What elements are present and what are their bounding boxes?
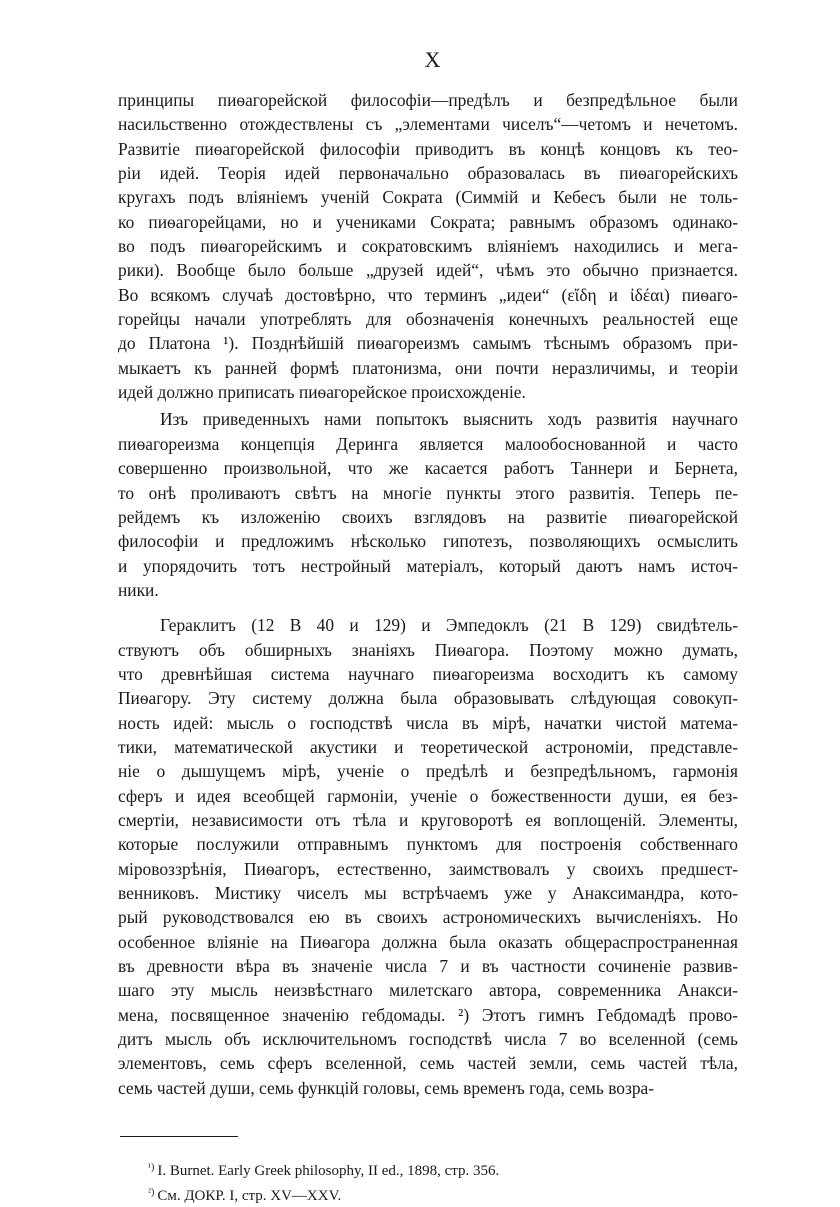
text-line: горейцы начали употреблять для обозначенія конечныхъ реальностей еще xyxy=(118,309,738,330)
text-line: принципы пиѳагорейской философіи—предѣлъ и безпредѣльное были xyxy=(118,90,738,110)
text-line: ніе о дышущемъ мірѣ, ученіе о предѣлѣ и безпредѣльномъ, гармонія xyxy=(118,761,738,782)
text-line: особенное вліяніе на Пиѳагора должна была оказать общераспространенная xyxy=(118,931,738,952)
text-line: пиѳагореизма концепція Деринга является малообоснованной и часто xyxy=(118,433,738,454)
text-line: шаго эту мысль неизвѣстнаго милетскаго автора, современника Анакси- xyxy=(118,980,738,1001)
text-line: элементовъ, семь сферъ вселенной, семь частей земли, семь частей тѣла, xyxy=(118,1053,738,1074)
text-line: и упорядочить тотъ нестройный матеріалъ, который даютъ намъ источ- xyxy=(118,555,738,576)
text-line: міровоззрѣнія, Пиѳагоръ, естественно, заимствовалъ у своихъ предшест- xyxy=(118,858,738,879)
text-line: дитъ мысль объ исключительномъ господствѣ числа 7 во вселенной (семь xyxy=(118,1029,738,1050)
text-line: до Платона ¹). Позднѣйшій пиѳагореизмъ самымъ тѣснымъ образомъ при- xyxy=(118,333,738,354)
text-line: ко пиѳагорейцами, но и учениками Сократа; равнымъ образомъ одинако- xyxy=(118,211,738,232)
text-line: рики). Вообще было больше „друзей идей“, чѣмъ это обычно признается. xyxy=(118,260,738,281)
text-line: философіи и предложимъ нѣсколько гипотезъ, позволяющихъ осмыслить xyxy=(118,531,738,552)
text-line: ники. xyxy=(118,579,159,600)
text-line: рейдемъ къ изложенію своихъ взглядовъ на развитіе пиѳагорейской xyxy=(118,506,738,527)
text-line: венниковъ. Мистику чиселъ мы встрѣчаемъ уже у Анаксимандра, кото- xyxy=(118,883,738,903)
text-line: Развитіе пиѳагорейской философіи приводитъ въ концѣ концовъ къ тео- xyxy=(118,138,738,159)
text-line: мена, посвященное значенію гебдомады. ²) Этотъ гимнъ Гебдомадѣ прово- xyxy=(118,1004,738,1025)
text-line: Гераклитъ (12 B 40 и 129) и Эмпедоклъ (21 B 129) свидѣтель- xyxy=(160,615,738,636)
footnote-2 xyxy=(148,1182,738,1207)
text-line: тики, математической акустики и теоретической астрономіи, представле- xyxy=(118,736,738,757)
text-line: Пиѳагору. Эту систему должна была образовывать слѣдующая совокуп- xyxy=(118,688,738,709)
text-line: рый руководствовался ею въ своихъ астрономическихъ вычисленіяхъ. Но xyxy=(118,907,738,928)
footnote-2-mark: ²) xyxy=(148,1187,155,1199)
text-line: которые послужили отправнымъ пунктомъ для построенія собственнаго xyxy=(118,834,738,855)
text-line: Во всякомъ случаѣ достовѣрно, что терминъ „идеи“ (εἴδη и ἰδέαι) пиѳаго- xyxy=(118,284,738,305)
text-line: смертіи, независимости отъ тѣла и круговоротѣ ея воплощеній. Элементы, xyxy=(118,809,738,830)
text-line: семь частей души, семь функцій головы, семь временъ года, семь возра- xyxy=(118,1077,655,1098)
text-line: въ древности вѣра въ значеніе числа 7 и въ частности сочиненіе развив- xyxy=(118,956,738,977)
text-line: во подъ пиѳагорейскимъ и сократовскимъ вліяніемъ находились и мега- xyxy=(118,236,738,257)
text-line: что древнѣйшая система научнаго пиѳагореизма восходитъ къ самому xyxy=(118,663,738,684)
text-line: совершенно произвольной, что же касается работъ Таннери и Бернета, xyxy=(118,458,738,479)
page-number: X xyxy=(424,47,442,72)
text-line: ріи идей. Теорія идей первоначально образовалась въ пиѳагорейскихъ xyxy=(118,163,738,184)
text-line: ность идей: мысль о господствѣ числа въ мірѣ, начатки чистой матема- xyxy=(118,712,738,733)
text-line: кругахъ подъ вліяніемъ ученій Сократа (Симмій и Кебесъ были не толь- xyxy=(118,187,738,208)
text-line: насильственно отождествлены съ „элементами чиселъ“—четомъ и нечетомъ. xyxy=(118,114,738,135)
text-line: идей должно приписать пиѳагорейское происхожденіе. xyxy=(118,382,526,403)
text-line: то онѣ проливаютъ свѣтъ на многіе пункты этого развитія. Теперь пе- xyxy=(118,482,738,503)
footnote-2-text: См. ДОКР. I, стр. XV—XXV. xyxy=(157,1188,342,1205)
footnote-1 xyxy=(148,1157,738,1182)
paragraph-1 xyxy=(118,88,738,404)
text-line: мыкаетъ къ ранней формѣ платонизма, они почти неразличимы, и теоріи xyxy=(118,357,738,378)
footnote-separator xyxy=(120,1136,238,1137)
footnote-1-mark: ¹) xyxy=(148,1162,155,1174)
paragraph-2 xyxy=(118,407,738,602)
paragraph-3 xyxy=(118,613,738,1100)
text-line: Изъ приведенныхъ нами попытокъ выяснить ходъ развитія научнаго xyxy=(160,409,738,430)
text-line: сферъ и идея всеобщей гармоніи, ученіе о божественности души, ея без- xyxy=(118,785,738,806)
text-line: ствуютъ объ обширныхъ знаніяхъ Пиѳагора. Поэтому можно думать, xyxy=(118,639,738,660)
footnotes xyxy=(148,1157,738,1207)
document-page xyxy=(118,40,738,1207)
footnote-1-text: I. Burnet. Early Greek philosophy, II ed., 1898, стр. 356. xyxy=(157,1163,500,1180)
